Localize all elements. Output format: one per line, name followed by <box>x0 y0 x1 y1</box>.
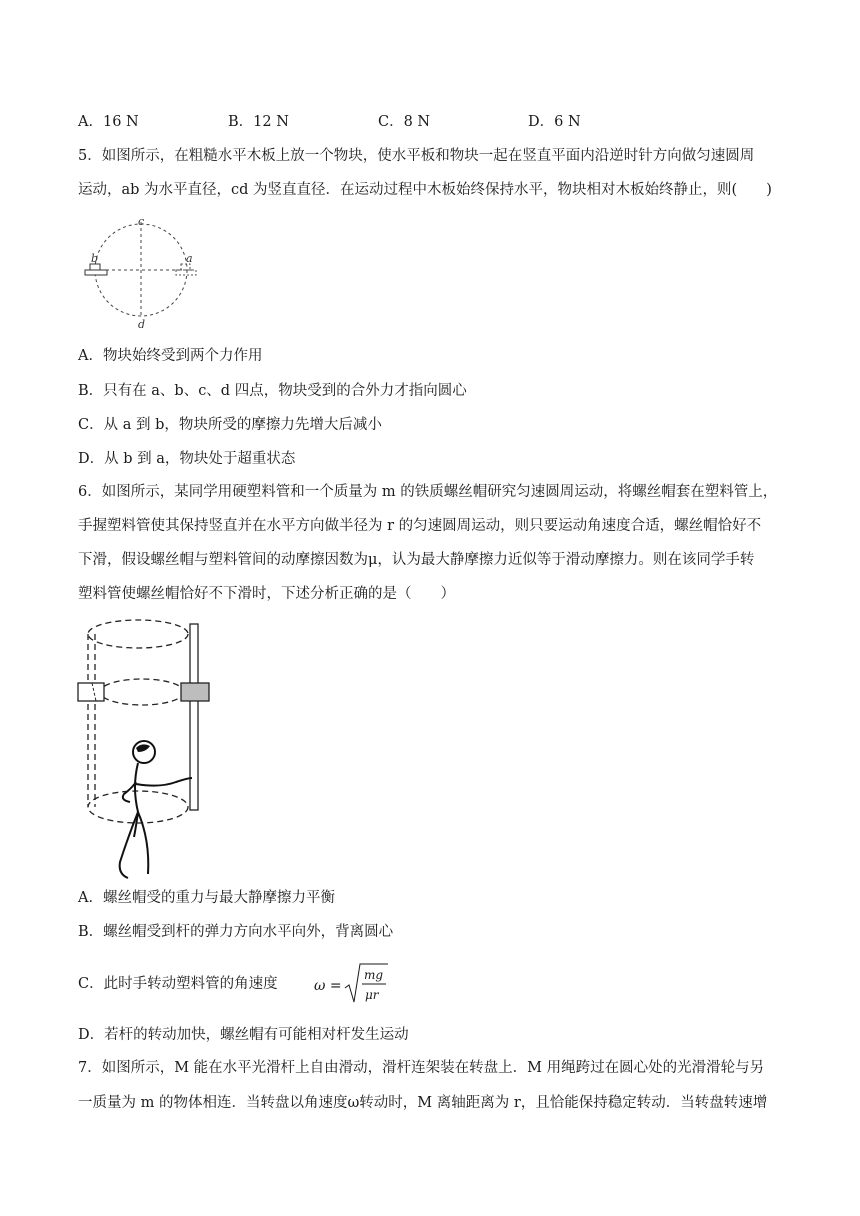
q5-option-a: A．物块始终受到两个力作用 <box>78 348 263 364</box>
option-a-prev: A．16 N <box>78 114 139 130</box>
q6-middle-ellipse <box>100 679 184 705</box>
q5-circle-figure <box>78 212 208 330</box>
option-c-prev: C．8 N <box>378 114 431 130</box>
q5-option-c: C．从 a 到 b，物块所受的摩擦力先增大后减小 <box>78 417 382 433</box>
q5-board-at-b <box>85 270 107 275</box>
q5-stem-line2: 运动，ab 为水平直径，cd 为竖直直径．在运动过程中木板始终保持水平，物块相对木板始终静止，则( ) <box>78 182 772 198</box>
formula-denominator: μr <box>365 988 379 1002</box>
q7-stem-line2: 一质量为 m 的物体相连．当转盘以角速度ω转动时，M 离轴距离为 r，且恰能保持稳定转动．当转盘转速增 <box>78 1095 768 1111</box>
formula-numerator: mg <box>364 968 384 982</box>
q6-plastic-tube <box>190 624 198 810</box>
q5-board-at-a <box>176 270 196 275</box>
q6-option-b: B．螺丝帽受到杆的弹力方向水平向外，背离圆心 <box>78 924 394 940</box>
q6-option-a: A．螺丝帽受的重力与最大静摩擦力平衡 <box>78 890 335 906</box>
q7-stem-line1: 7．如图所示，M 能在水平光滑杆上自由滑动，滑杆连架装在转盘上．M 用绳跨过在圆心处的光滑滑轮与另 <box>78 1060 765 1076</box>
q6-stem-line2: 手握塑料管使其保持竖直并在水平方向做半径为 r 的匀速圆周运动，则只要运动角速度合适，螺丝帽恰好不 <box>78 518 762 534</box>
option-d-prev: D．6 N <box>528 114 581 130</box>
q6-option-c: C．此时手转动塑料管的角速度 <box>78 976 278 992</box>
sqrt-sign <box>344 962 390 1006</box>
q6-person-body <box>134 763 138 837</box>
label-c: c <box>138 215 145 228</box>
formula-lhs: ω = <box>314 978 342 994</box>
q6-nut-right <box>181 683 209 701</box>
label-a: a <box>186 252 193 265</box>
q6-stem-line3: 下滑，假设螺丝帽与塑料管间的动摩擦因数为μ，认为最大静摩擦力近似等于滑动摩擦力。则在该同学手转 <box>78 552 755 568</box>
q6-tube-figure <box>76 612 216 884</box>
q5-stem-line1: 5．如图所示，在粗糙水平木板上放一个物块，使水平板和物块一起在竖直平面内沿逆时针方向做匀速圆周 <box>78 148 755 164</box>
q6-stem-line1: 6．如图所示，某同学用硬塑料管和一个质量为 m 的铁质螺丝帽研究匀速圆周运动，将螺丝帽套在塑料管上， <box>78 484 778 500</box>
q6-option-d: D．若杆的转动加快，螺丝帽有可能相对杆发生运动 <box>78 1027 409 1043</box>
q6-top-ellipse <box>88 620 188 648</box>
q6-person-arm <box>136 778 192 786</box>
option-b-prev: B．12 N <box>228 114 289 130</box>
q6-stem-line4: 塑料管使螺丝帽恰好不下滑时，下述分析正确的是（ ） <box>78 586 455 602</box>
q6-person-head <box>133 741 155 763</box>
q5-option-b: B．只有在 a、b、c、d 四点，物块受到的合外力才指向圆心 <box>78 383 467 399</box>
q6-nut-left <box>78 683 104 701</box>
label-b: b <box>91 252 99 265</box>
q5-option-d: D．从 b 到 a，物块处于超重状态 <box>78 451 296 467</box>
label-d: d <box>138 318 146 330</box>
